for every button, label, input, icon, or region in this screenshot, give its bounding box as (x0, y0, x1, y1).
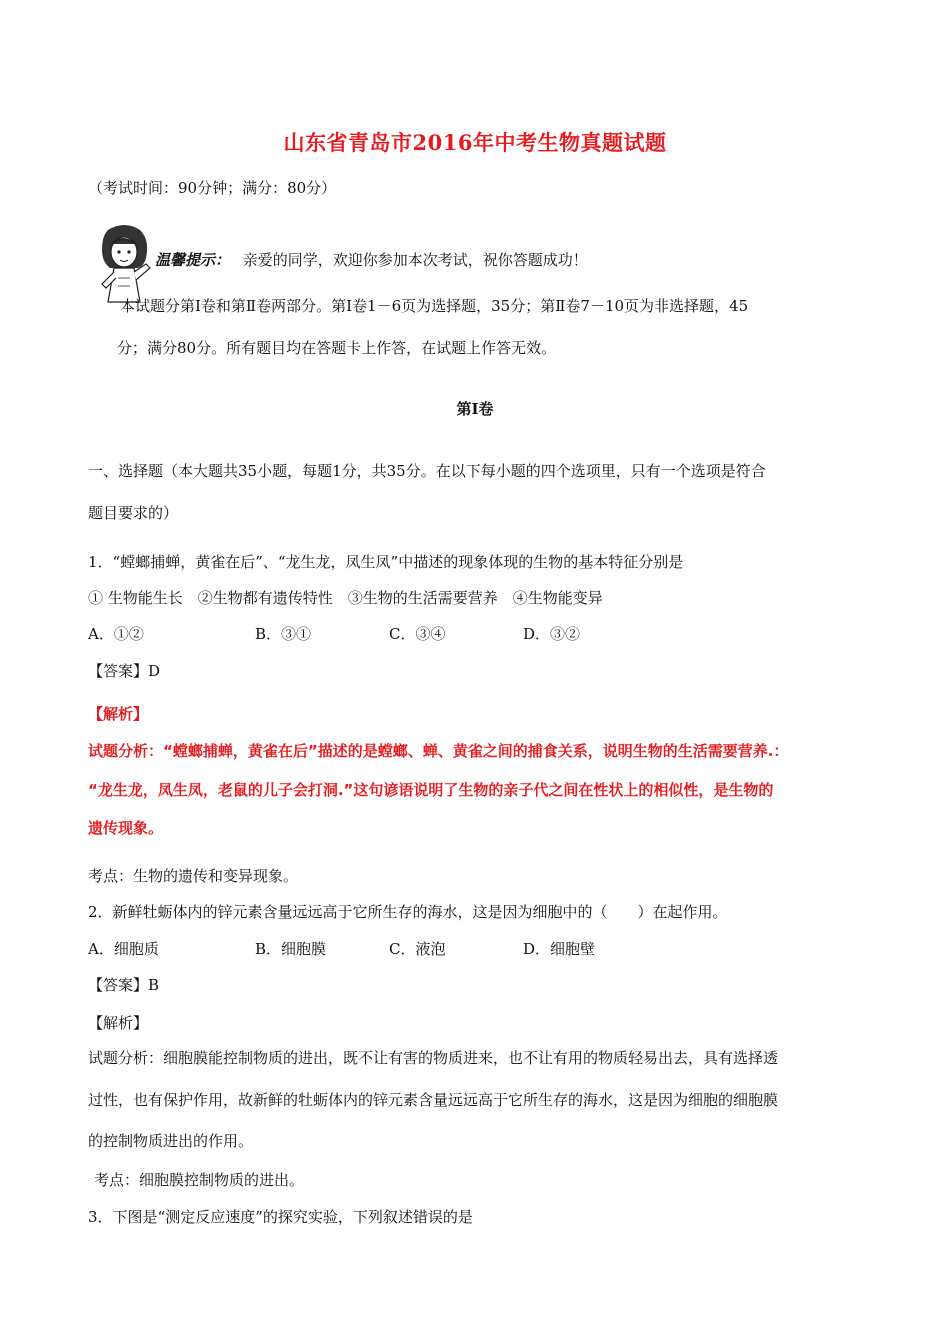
q1-option-b: B．③① (255, 625, 312, 643)
q2-analysis-label: 【解析】 (88, 1014, 149, 1032)
q1-point: 考点：生物的遗传和变异现象。 (88, 867, 299, 885)
intro-line-1: 本试题分第Ⅰ卷和第Ⅱ卷两部分。第Ⅰ卷1－6页为选择题，35分；第Ⅱ卷7－10页为非选择题，45 (120, 297, 749, 315)
q2-point: 考点：细胞膜控制物质的进出。 (94, 1171, 305, 1189)
q1-analysis-label: 【解析】 (88, 705, 149, 723)
q1-option-c: C．③④ (389, 625, 446, 643)
intro-line-2: 分；满分80分。所有题目均在答题卡上作答，在试题上作答无效。 (117, 339, 557, 357)
q2-option-c: C．液泡 (389, 940, 446, 958)
q1-analysis-line-3: 遗传现象。 (88, 819, 164, 837)
part1-instructions-line-2: 题目要求的） (88, 504, 179, 522)
q2-option-b: B．细胞膜 (255, 940, 327, 958)
q2-analysis-line-2: 过性，也有保护作用，故新鲜的牡蛎体内的锌元素含量远远高于它所生存的海水，这是因为细胞的细胞膜 (88, 1091, 779, 1109)
tip-line (155, 250, 588, 270)
exam-info: （考试时间：90分钟；满分：80分） (88, 179, 337, 197)
q1-option-d: D．③② (523, 625, 581, 643)
q1-analysis-line-2: “龙生龙，凤生凤，老鼠的儿子会打洞.”这句谚语说明了生物的亲子代之间在性状上的相似性，是生物的 (88, 781, 774, 799)
student-cartoon-icon (88, 222, 160, 304)
q2-option-a: A．细胞质 (88, 940, 159, 958)
section-title: 第Ⅰ卷 (456, 400, 494, 418)
q1-stem: 1．“螳螂捕蝉，黄雀在后”、“龙生龙，凤生凤”中描述的现象体现的生物的基本特征分别是 (88, 553, 684, 571)
q2-option-d: D．细胞壁 (523, 940, 596, 958)
q3-stem: 3．下图是“测定反应速度”的探究实验，下列叙述错误的是 (88, 1208, 473, 1226)
document-title: 山东省青岛市2016年中考生物真题试题 (283, 130, 667, 155)
part1-instructions-line-1: 一、选择题（本大题共35小题，每题1分，共35分。在以下每小题的四个选项里，只有一个选项是符合 (88, 462, 766, 480)
tip-label: 温馨提示： (155, 251, 231, 269)
q2-answer: 【答案】B (88, 976, 160, 994)
q2-analysis-line-1: 试题分析：细胞膜能控制物质的进出，既不让有害的物质进来，也不让有用的物质轻易出去，具有选择透 (88, 1049, 779, 1067)
q2-analysis-line-3: 的控制物质进出的作用。 (88, 1132, 254, 1150)
q1-answer: 【答案】D (88, 662, 161, 680)
q2-stem: 2．新鲜牡蛎体内的锌元素含量远远高于它所生存的海水，这是因为细胞中的（ ）在起作用。 (88, 903, 728, 921)
q1-analysis-line-1: 试题分析：“螳螂捕蝉，黄雀在后”描述的是螳螂、蝉、黄雀之间的捕食关系，说明生物的生活需要营养.： (88, 742, 789, 760)
q1-option-a: A．①② (88, 625, 144, 643)
tip-text: 亲爱的同学，欢迎你参加本次考试，祝你答题成功！ (242, 251, 588, 269)
q1-choices: ① 生物能生长 ②生物都有遗传特性 ③生物的生活需要营养 ④生物能变异 (88, 589, 603, 607)
